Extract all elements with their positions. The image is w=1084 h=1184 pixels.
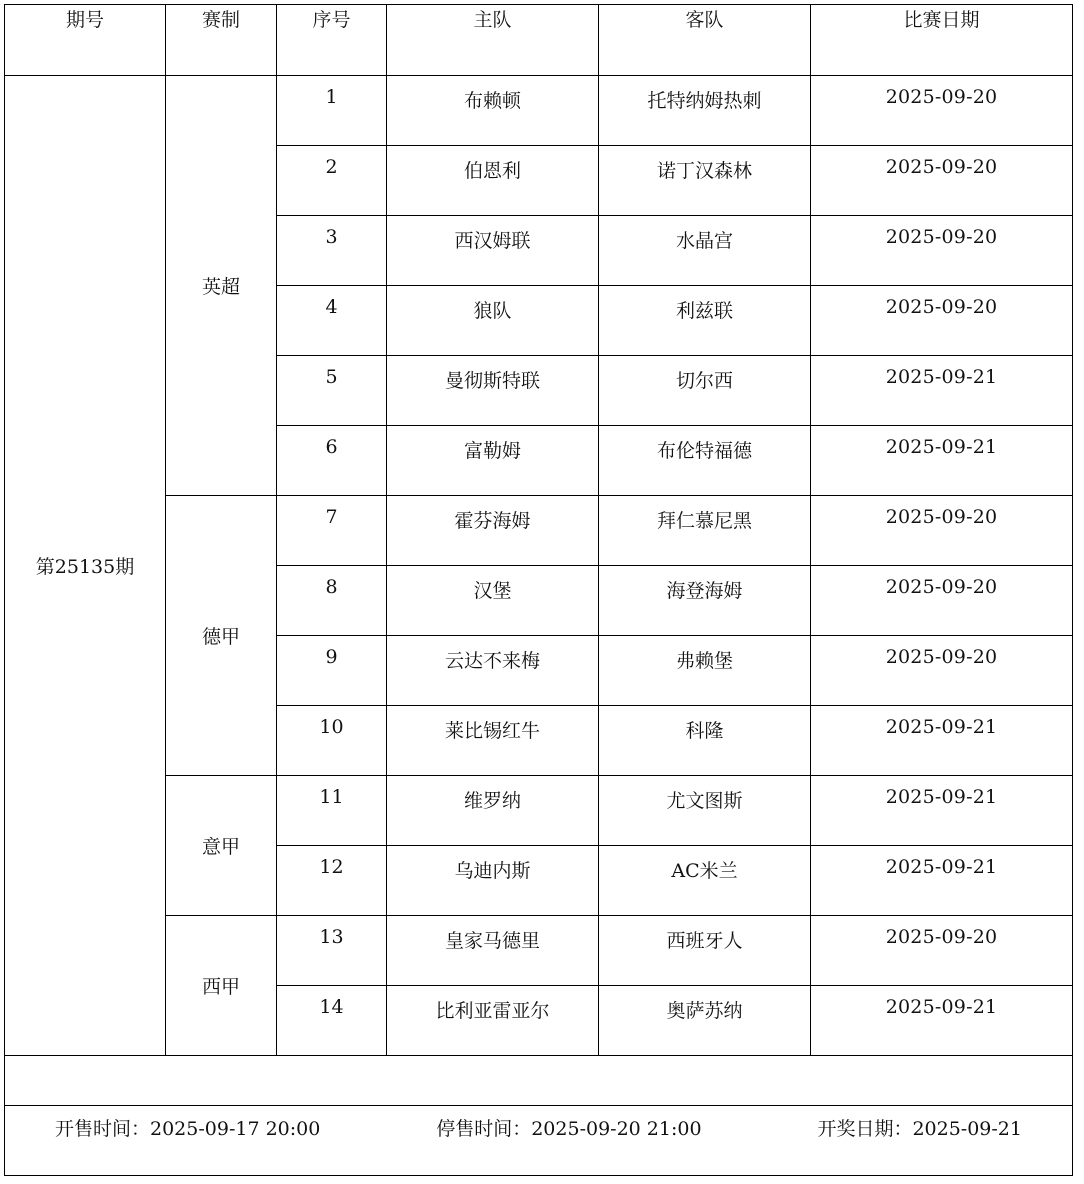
home-cell: 富勒姆	[387, 426, 599, 496]
seq-cell: 10	[277, 706, 387, 776]
seq-cell: 5	[277, 356, 387, 426]
blank-row	[5, 1056, 1073, 1106]
date-cell: 2025-09-21	[811, 986, 1073, 1056]
sale-stop-time: 停售时间：2025-09-20 21:00	[436, 1118, 702, 1140]
date-cell: 2025-09-21	[811, 706, 1073, 776]
header-issue: 期号	[5, 5, 166, 76]
seq-cell: 11	[277, 776, 387, 846]
home-cell: 狼队	[387, 286, 599, 356]
header-home: 主队	[387, 5, 599, 76]
match-schedule-table	[4, 4, 1073, 1176]
home-cell: 伯恩利	[387, 146, 599, 216]
home-cell: 莱比锡红牛	[387, 706, 599, 776]
away-cell: 拜仁慕尼黑	[599, 496, 811, 566]
footer-cell	[5, 1106, 1073, 1176]
date-cell: 2025-09-21	[811, 356, 1073, 426]
seq-cell: 2	[277, 146, 387, 216]
seq-cell: 8	[277, 566, 387, 636]
seq-cell: 14	[277, 986, 387, 1056]
header-away: 客队	[599, 5, 811, 76]
seq-cell: 12	[277, 846, 387, 916]
home-cell: 曼彻斯特联	[387, 356, 599, 426]
home-cell: 乌迪内斯	[387, 846, 599, 916]
blank-cell	[5, 1056, 1073, 1106]
seq-cell: 4	[277, 286, 387, 356]
away-cell: 科隆	[599, 706, 811, 776]
away-cell: 切尔西	[599, 356, 811, 426]
away-cell: 海登海姆	[599, 566, 811, 636]
date-cell: 2025-09-21	[811, 776, 1073, 846]
home-cell: 皇家马德里	[387, 916, 599, 986]
away-cell: AC米兰	[599, 846, 811, 916]
league-serie-a: 意甲	[166, 776, 277, 916]
date-cell: 2025-09-20	[811, 286, 1073, 356]
header-seq: 序号	[277, 5, 387, 76]
header-row	[5, 5, 1073, 76]
table-row	[5, 776, 1073, 846]
seq-cell: 13	[277, 916, 387, 986]
date-cell: 2025-09-20	[811, 146, 1073, 216]
seq-cell: 9	[277, 636, 387, 706]
home-cell: 云达不来梅	[387, 636, 599, 706]
date-cell: 2025-09-20	[811, 636, 1073, 706]
footer-row	[5, 1106, 1073, 1176]
table-row	[5, 76, 1073, 146]
away-cell: 弗赖堡	[599, 636, 811, 706]
home-cell: 布赖顿	[387, 76, 599, 146]
date-cell: 2025-09-21	[811, 426, 1073, 496]
header-date: 比赛日期	[811, 5, 1073, 76]
home-cell: 霍芬海姆	[387, 496, 599, 566]
league-la-liga: 西甲	[166, 916, 277, 1056]
date-cell: 2025-09-20	[811, 216, 1073, 286]
home-cell: 维罗纳	[387, 776, 599, 846]
away-cell: 西班牙人	[599, 916, 811, 986]
date-cell: 2025-09-20	[811, 566, 1073, 636]
date-cell: 2025-09-21	[811, 846, 1073, 916]
issue-number: 第25135期	[5, 76, 166, 1056]
draw-date: 开奖日期：2025-09-21	[817, 1118, 1022, 1140]
away-cell: 布伦特福德	[599, 426, 811, 496]
away-cell: 奥萨苏纳	[599, 986, 811, 1056]
home-cell: 汉堡	[387, 566, 599, 636]
away-cell: 水晶宫	[599, 216, 811, 286]
date-cell: 2025-09-20	[811, 496, 1073, 566]
date-cell: 2025-09-20	[811, 76, 1073, 146]
home-cell: 西汉姆联	[387, 216, 599, 286]
away-cell: 尤文图斯	[599, 776, 811, 846]
home-cell: 比利亚雷亚尔	[387, 986, 599, 1056]
sale-start-time: 开售时间：2025-09-17 20:00	[55, 1118, 321, 1140]
table-row	[5, 916, 1073, 986]
away-cell: 利兹联	[599, 286, 811, 356]
date-cell: 2025-09-20	[811, 916, 1073, 986]
away-cell: 托特纳姆热刺	[599, 76, 811, 146]
away-cell: 诺丁汉森林	[599, 146, 811, 216]
sale-info	[5, 1114, 1072, 1141]
league-bundesliga: 德甲	[166, 496, 277, 776]
seq-cell: 6	[277, 426, 387, 496]
header-league: 赛制	[166, 5, 277, 76]
seq-cell: 7	[277, 496, 387, 566]
table-row	[5, 496, 1073, 566]
league-premier: 英超	[166, 76, 277, 496]
seq-cell: 1	[277, 76, 387, 146]
seq-cell: 3	[277, 216, 387, 286]
